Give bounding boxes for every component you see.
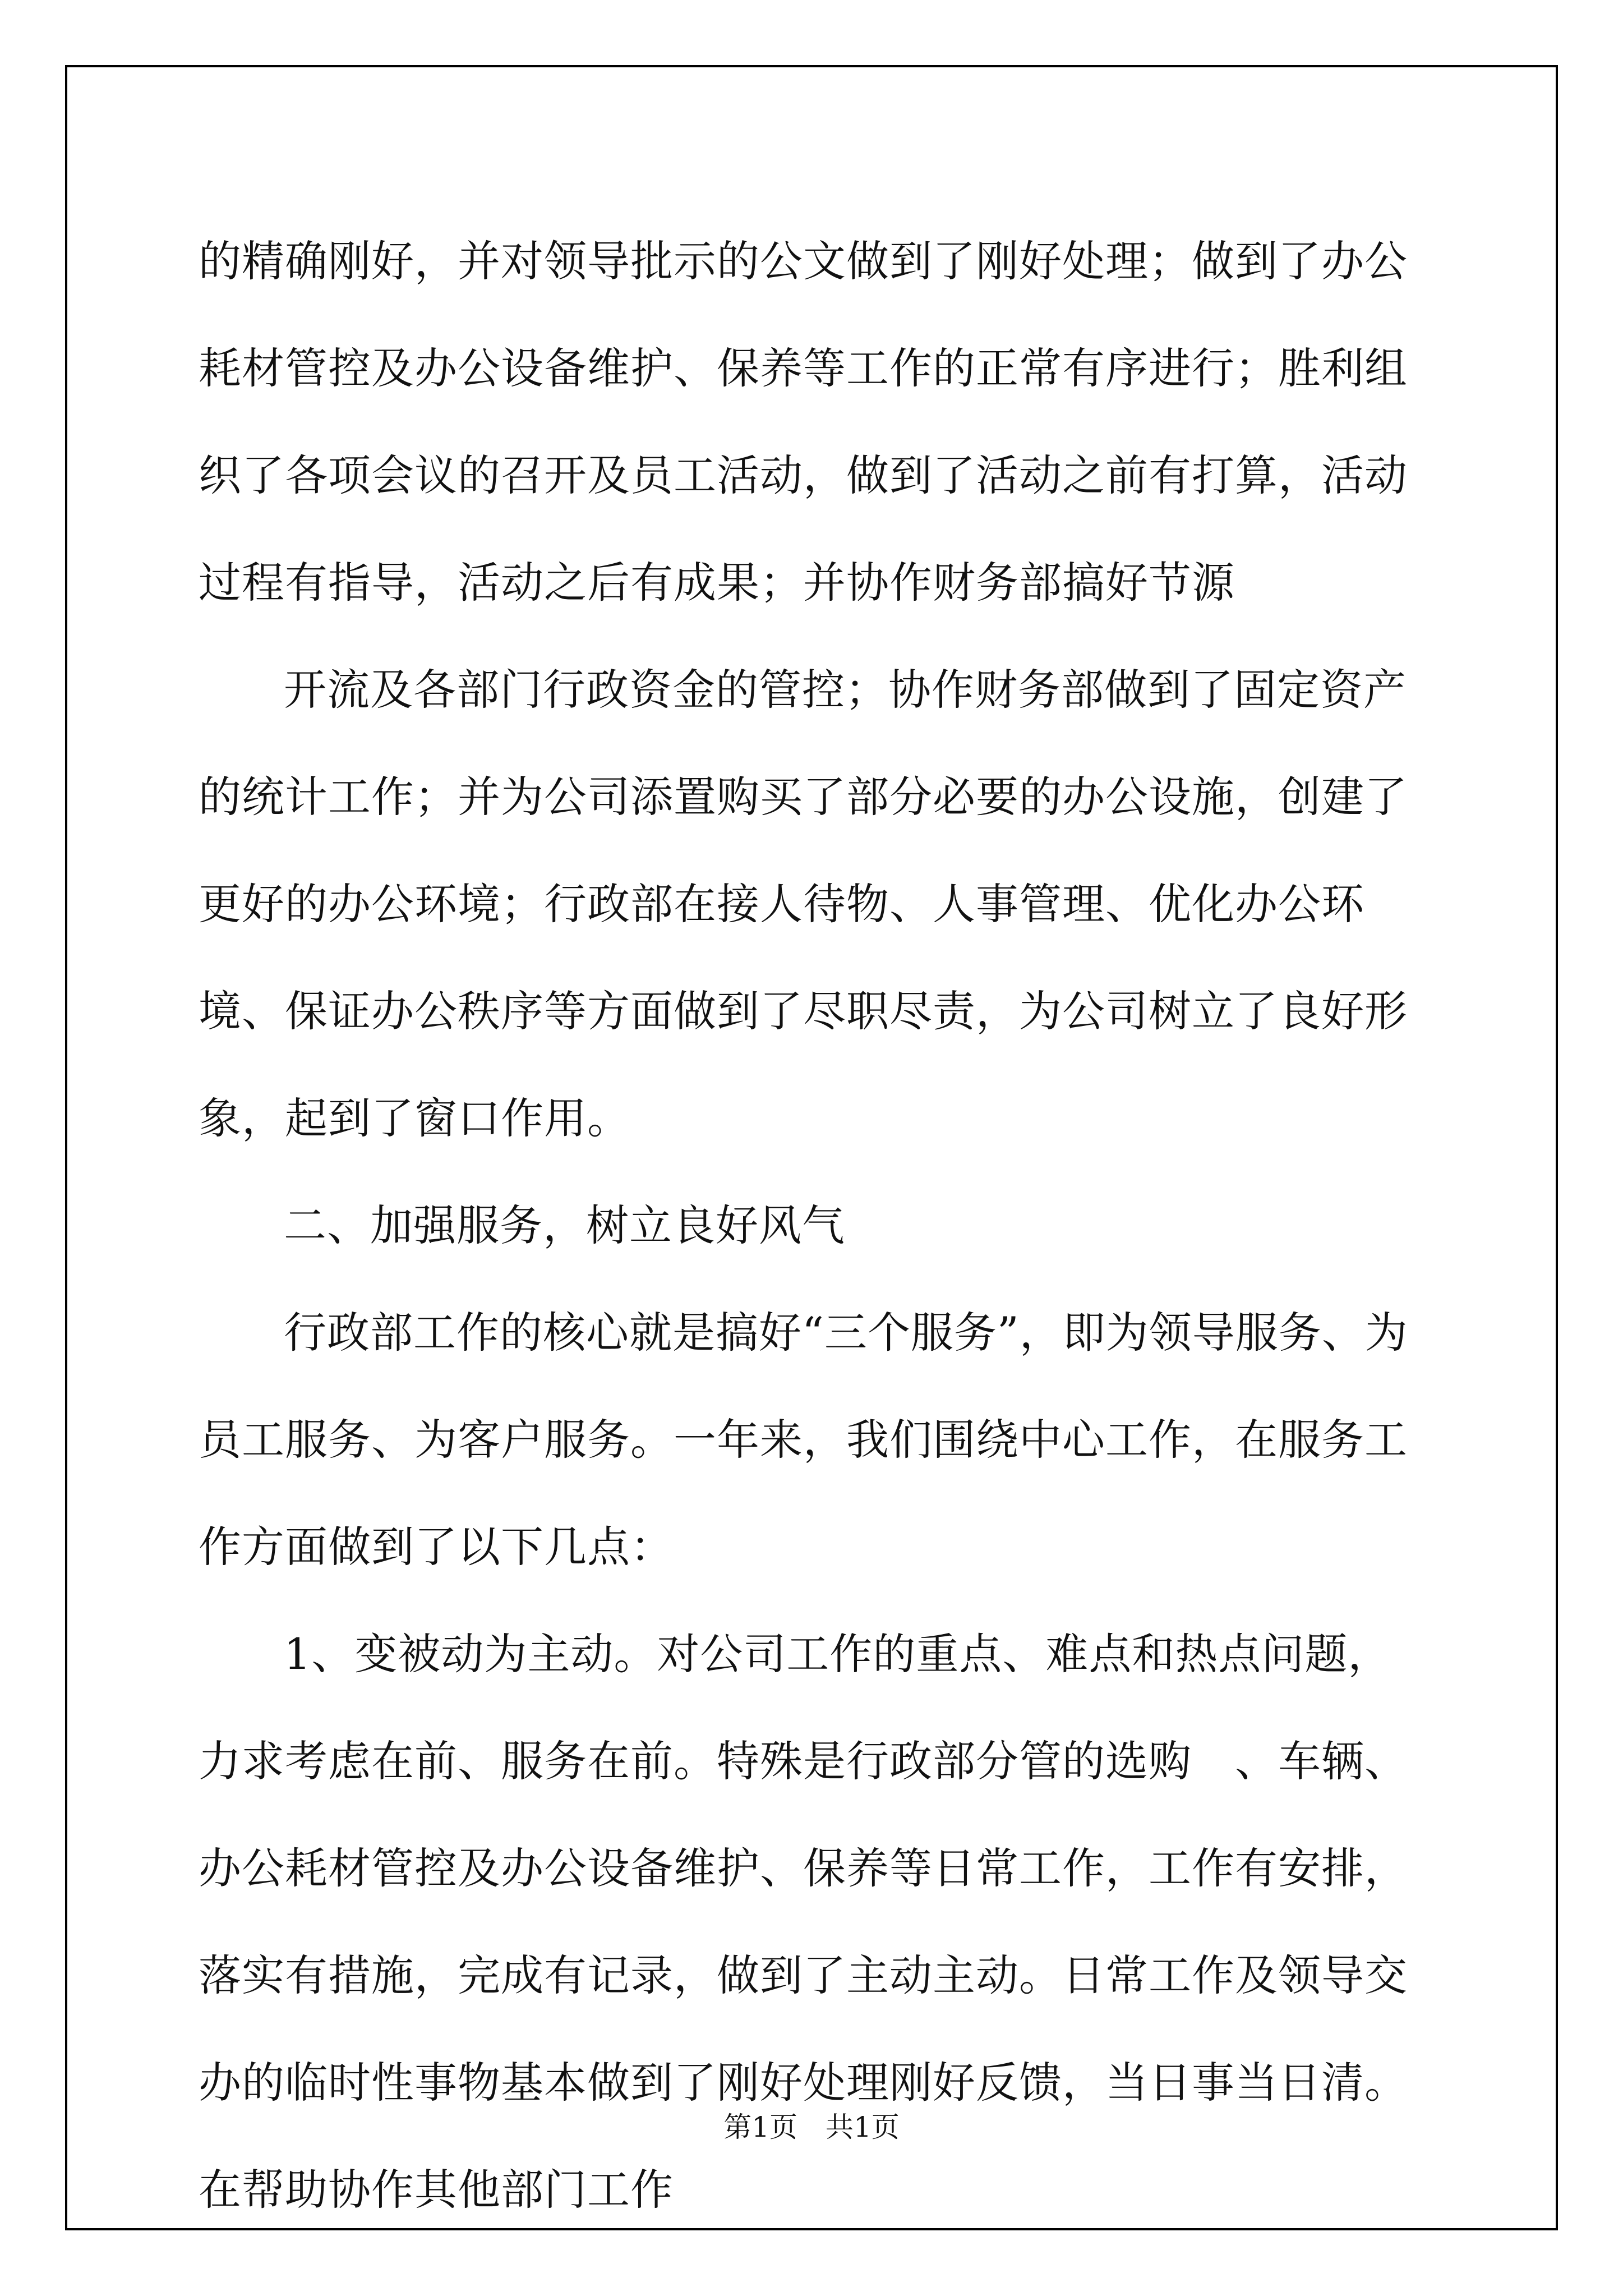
paragraph-1: 的精确刚好，并对领导批示的公文做到了刚好处理；做到了办公耗材管控及办公设备维护、保养等工作的正常有序进行；胜利组织了各项会议的召开及员工活动，做到了活动之前有打算，活动过程有指导，活动之后有成果；并协作财务部搞好节源 <box>199 236 1408 608</box>
paragraph-2: 开流及各部门行政资金的管控；协作财务部做到了固定资产的统计工作；并为公司添置购买了部分必要的办公设施，创建了更好的办公环境；行政部在接人待物、人事管理、优化办公环境、保证办公秩序等方面做到了尽职尽责，为公司树立了良好形象，起到了窗口作用。 <box>199 665 1408 1143</box>
paragraph-4: 1、变被动为主动。对公司工作的重点、难点和热点问题，力求考虑在前、服务在前。特殊是行政部分管的选购 、车辆、办公耗材管控及办公设备维护、保养等日常工作，工作有安排，落实有措施，完成有记录，做到了主动主动。日常工作及领导交办的临时性事物基本做到了刚好处理刚好反馈，当日事当日清。在帮助协作其他部门工作 <box>199 1629 1408 2215</box>
page-footer: 第1页 共1页 <box>723 2111 900 2143</box>
paragraph-3: 行政部工作的核心就是搞好“三个服务”，即为领导服务、为员工服务、为客户服务。一年来，我们围绕中心工作，在服务工作方面做到了以下几点： <box>199 1308 1408 1572</box>
document-body <box>199 208 1427 2243</box>
section-heading: 二、加强服务，树立良好风气 <box>284 1200 845 1250</box>
